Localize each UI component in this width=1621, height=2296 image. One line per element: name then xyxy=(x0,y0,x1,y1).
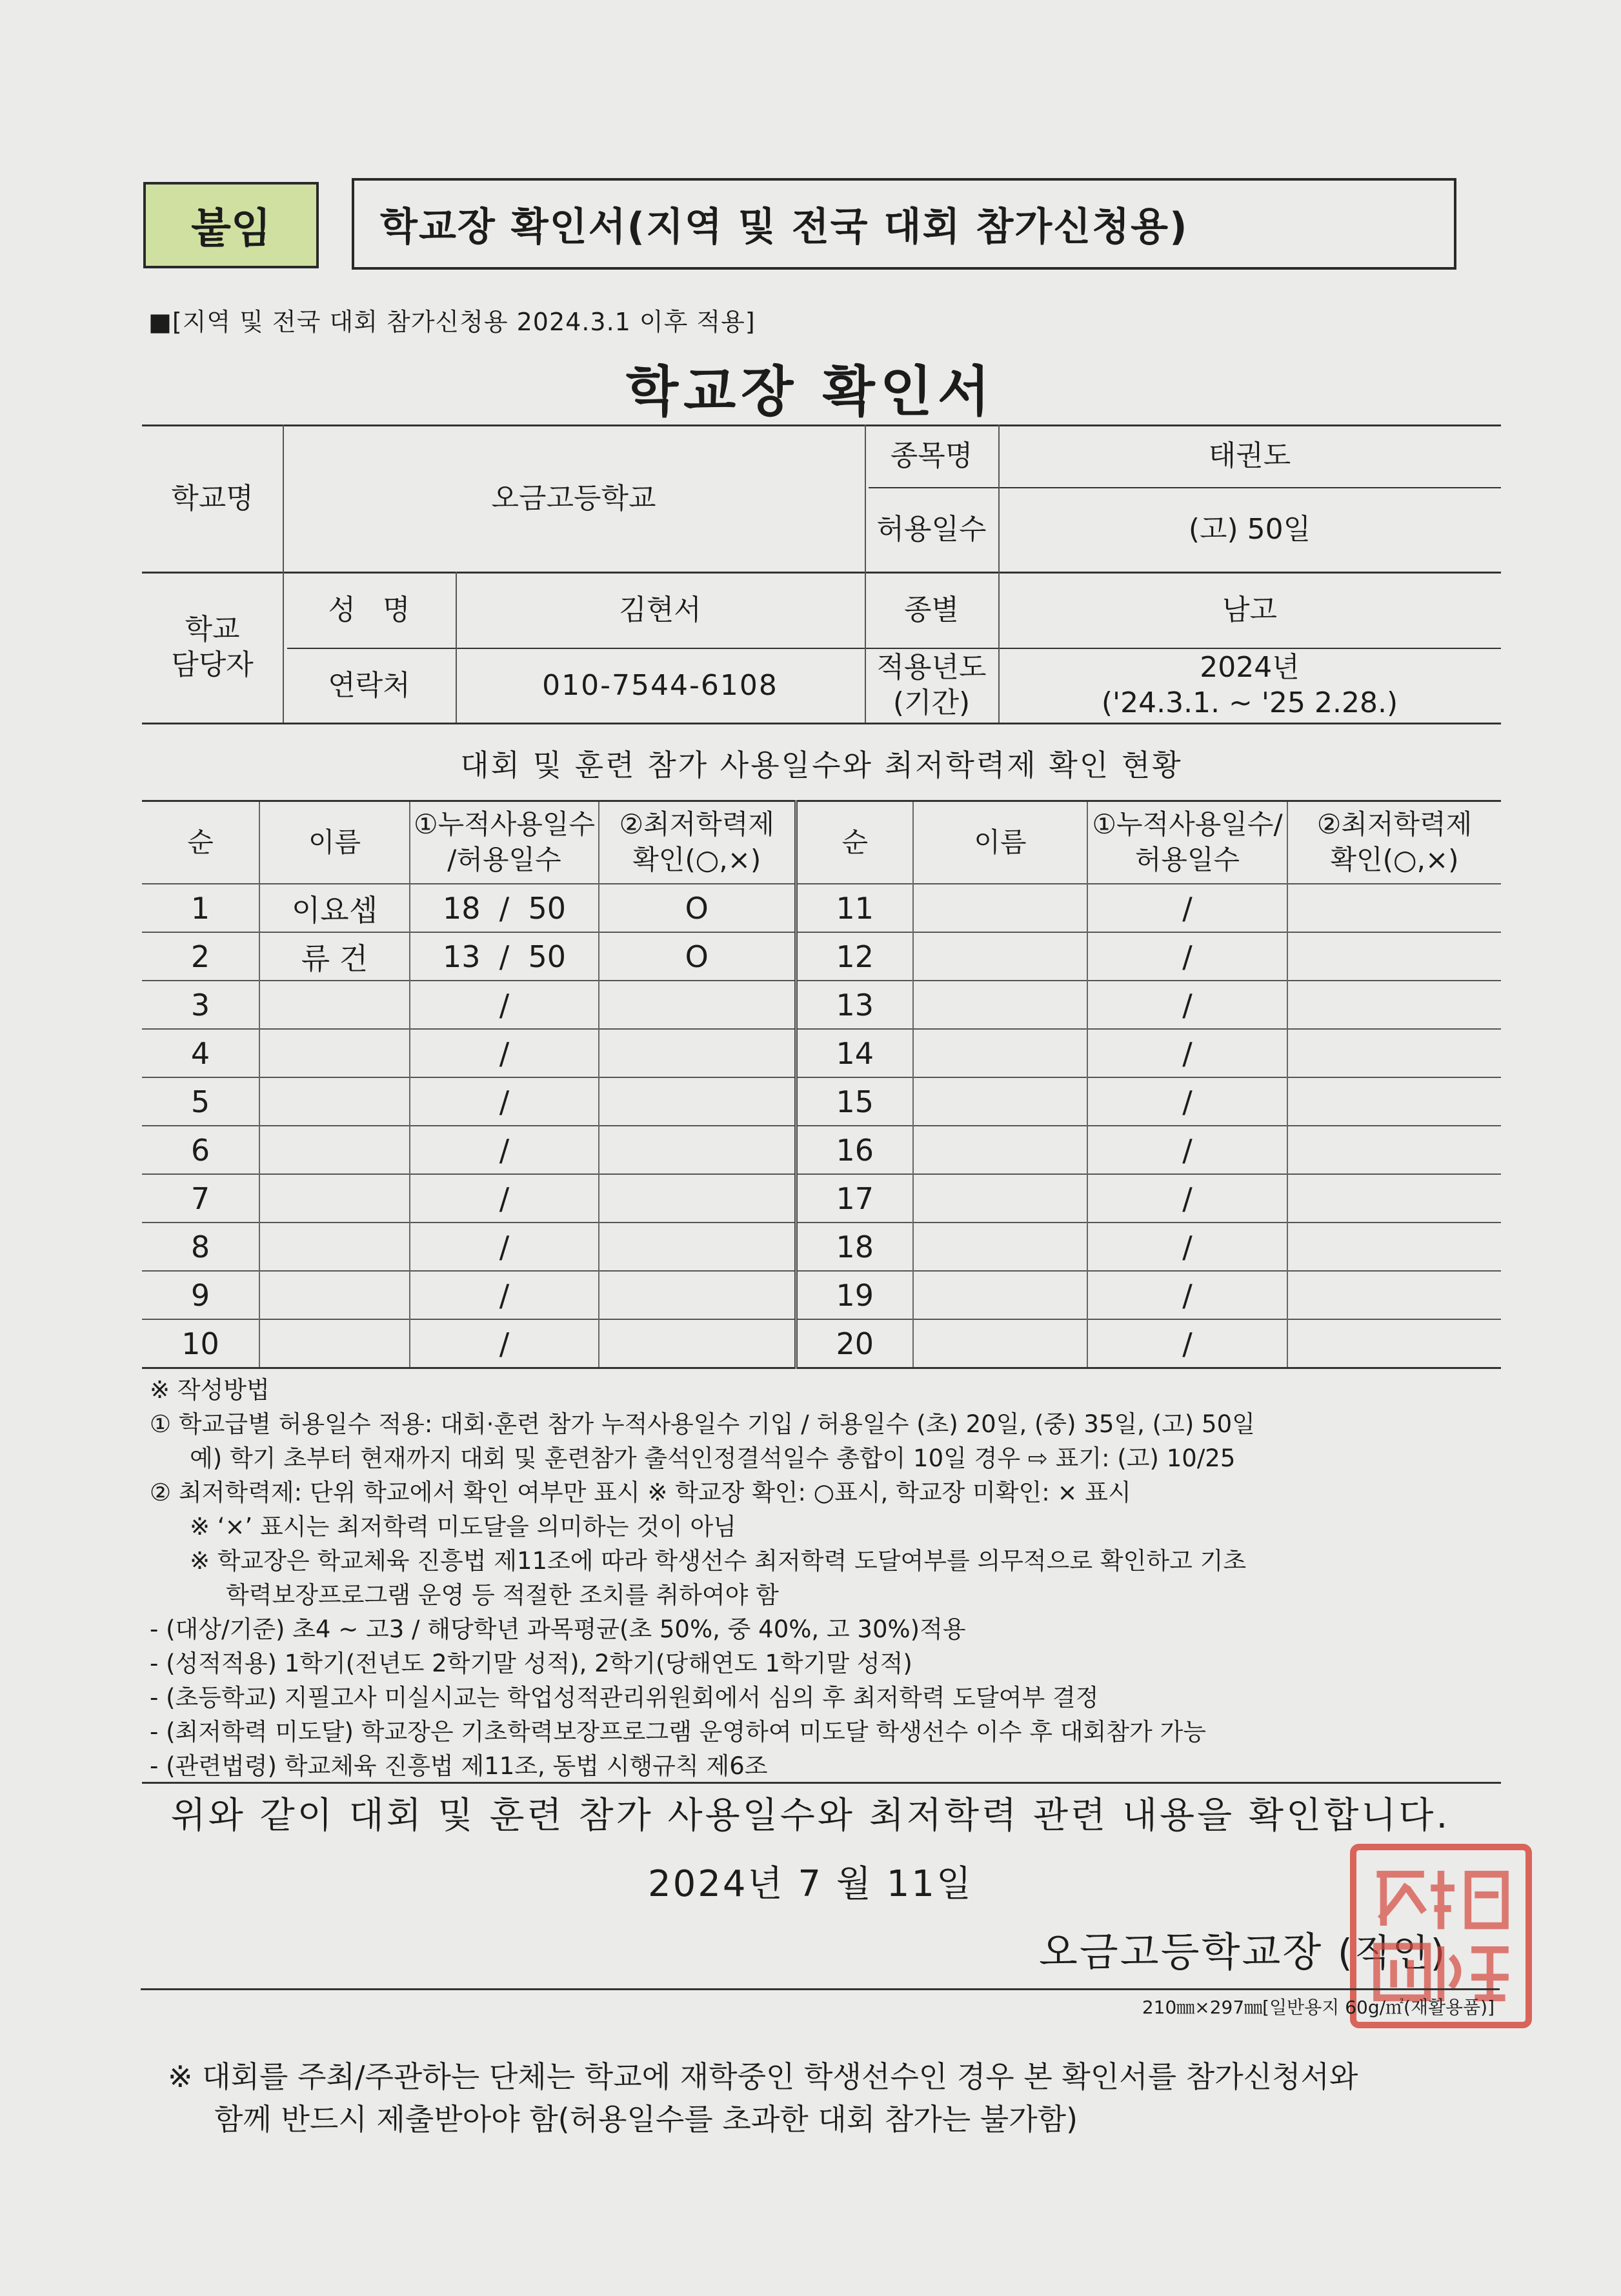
row-no: 20 xyxy=(796,1319,913,1368)
row-no: 8 xyxy=(142,1223,259,1271)
notes-line: 예) 학기 초부터 현재까지 대회 및 훈련참가 출석인정결석일수 총합이 10일 경우 ⇨ 표기: (고) 10/25 xyxy=(190,1444,1236,1472)
row-no: 6 xyxy=(142,1126,259,1174)
header-check-left: ②최저학력제 확인(○,×) xyxy=(599,801,796,884)
table-row xyxy=(142,1271,1501,1319)
header-no-left: 순 xyxy=(142,801,259,884)
row-days: / xyxy=(410,1126,599,1174)
row-name xyxy=(259,1126,410,1174)
footnote-line: 함께 반드시 제출받아야 함(허용일수를 초과한 대회 참가는 불가함) xyxy=(214,2102,1078,2137)
header-days-right: ①누적사용일수/ 허용일수 xyxy=(1087,801,1287,884)
row-check xyxy=(1287,1174,1501,1223)
row-days: / xyxy=(1087,1077,1287,1126)
header-check-right: ②최저학력제 확인(○,×) xyxy=(1287,801,1501,884)
row-days: / xyxy=(410,1029,599,1077)
notes-line: - (초등학교) 지필고사 미실시교는 학업성적관리위원회에서 심의 후 최저학력 도달여부 결정 xyxy=(150,1684,1099,1712)
year-label xyxy=(865,648,998,723)
table-row xyxy=(142,884,1501,932)
row-days: / xyxy=(1087,884,1287,932)
allowed-days-label: 허용일수 xyxy=(876,513,987,546)
row-days: / xyxy=(410,1223,599,1271)
usage-body xyxy=(142,884,1501,1368)
row-days: / xyxy=(1087,1126,1287,1174)
header-name-left: 이름 xyxy=(259,801,410,884)
row-days: / xyxy=(410,1271,599,1319)
row-name xyxy=(259,1319,410,1368)
row-check xyxy=(599,1029,796,1077)
gender-label: 종별 xyxy=(903,593,959,626)
row-no: 9 xyxy=(142,1271,259,1319)
contact-label-line2: 담당자 xyxy=(171,648,254,681)
row-name xyxy=(259,1271,410,1319)
row-no: 17 xyxy=(796,1174,913,1223)
signer-name: 오금고등학교장 xyxy=(1039,1928,1324,1975)
row-no: 15 xyxy=(796,1077,913,1126)
row-no: 1 xyxy=(142,884,259,932)
info-grid xyxy=(142,424,1501,728)
year-value-line1: 2024년 xyxy=(1200,651,1300,684)
table-row xyxy=(142,1319,1501,1368)
row-days: 18 / 50 xyxy=(410,884,599,932)
row-days: / xyxy=(1087,1174,1287,1223)
table-row xyxy=(142,981,1501,1029)
row-days: / xyxy=(1087,981,1287,1029)
row-name xyxy=(913,1126,1087,1174)
school-value: 오금고등학교 xyxy=(491,481,656,515)
row-no: 12 xyxy=(796,932,913,981)
event-value: 태권도 xyxy=(1208,439,1291,472)
row-days: / xyxy=(1087,1223,1287,1271)
row-check xyxy=(599,1174,796,1223)
row-no: 10 xyxy=(142,1319,259,1368)
row-name xyxy=(913,1271,1087,1319)
notes-line: ② 최저학력제: 단위 학교에서 확인 여부만 표시 ※ 학교장 확인: ○표시, 학교장 미확인: × 표시 xyxy=(150,1479,1131,1506)
footnote-line: ※ 대회를 주최/주관하는 단체는 학교에 재학중인 학생선수인 경우 본 확인서를 참가신청서와 xyxy=(168,2059,1358,2094)
row-check: O xyxy=(599,884,796,932)
row-no: 18 xyxy=(796,1223,913,1271)
row-name xyxy=(259,1029,410,1077)
usage-table xyxy=(142,800,1501,1369)
table-row xyxy=(142,1223,1501,1271)
row-days: / xyxy=(410,1077,599,1126)
main-title: 학교장 확인서 xyxy=(625,360,996,423)
notes-line: 학력보장프로그램 운영 등 적절한 조치를 취하여야 함 xyxy=(226,1581,779,1609)
document-title-box: 학교장 확인서(지역 및 전국 대회 참가신청용) xyxy=(352,178,1456,270)
row-check xyxy=(1287,1223,1501,1271)
notes-line: ※ ‘×’ 표시는 최저학력 미도달을 의미하는 것이 아님 xyxy=(190,1513,736,1541)
header-no-right: 순 xyxy=(796,801,913,884)
notes-line: ※ 학교장은 학교체육 진흥법 제11조에 따라 학생선수 최저학력 도달여부를 의무적으로 확인하고 기초 xyxy=(190,1547,1247,1575)
row-check xyxy=(1287,884,1501,932)
row-no: 11 xyxy=(796,884,913,932)
row-name xyxy=(913,981,1087,1029)
row-check: O xyxy=(599,932,796,981)
divider xyxy=(141,1988,1500,1990)
row-check xyxy=(1287,1319,1501,1368)
contact-person-label xyxy=(142,572,283,723)
paper-spec: 210㎜×297㎜[일반용지 60g/㎡(재활용품)] xyxy=(1142,1997,1495,2018)
confirmation-statement: 위와 같이 대회 및 훈련 참가 사용일수와 최저학력 관련 내용을 확인합니다. xyxy=(170,1795,1451,1837)
gender-value: 남고 xyxy=(1222,593,1277,626)
row-name xyxy=(259,1174,410,1223)
row-name xyxy=(913,1223,1087,1271)
header-days-left: ①누적사용일수 /허용일수 xyxy=(410,801,599,884)
row-check xyxy=(1287,1029,1501,1077)
row-check xyxy=(1287,1271,1501,1319)
row-no: 16 xyxy=(796,1126,913,1174)
row-name xyxy=(259,981,410,1029)
row-days: / xyxy=(1087,1029,1287,1077)
row-days: / xyxy=(1087,1271,1287,1319)
row-name xyxy=(913,884,1087,932)
table-row xyxy=(142,1174,1501,1223)
school-label: 학교명 xyxy=(171,481,254,515)
year-label-line2: (기간) xyxy=(892,686,971,719)
table-row xyxy=(142,1029,1501,1077)
issue-date: 2024년 7 월 11일 xyxy=(647,1863,974,1905)
row-no: 2 xyxy=(142,932,259,981)
allowed-days-value: (고) 50일 xyxy=(1188,513,1311,546)
attachment-tag: 붙임 xyxy=(143,182,319,268)
row-days: / xyxy=(410,981,599,1029)
row-check xyxy=(599,981,796,1029)
notes-line: ① 학교급별 허용일수 적용: 대회·훈련 참가 누적사용일수 기입 / 허용일수 (초) 20일, (중) 35일, (고) 50일 xyxy=(150,1410,1255,1438)
table-row xyxy=(142,932,1501,981)
usage-table-wrap xyxy=(142,800,1501,1369)
row-name xyxy=(913,1319,1087,1368)
name-label: 성 명 xyxy=(328,593,410,626)
row-days: / xyxy=(410,1174,599,1223)
usage-section-title: 대회 및 훈련 참가 사용일수와 최저학력제 확인 현황 xyxy=(460,748,1183,783)
row-no: 19 xyxy=(796,1271,913,1319)
row-name xyxy=(913,1174,1087,1223)
row-check xyxy=(1287,1126,1501,1174)
row-name xyxy=(259,1223,410,1271)
row-days: / xyxy=(410,1319,599,1368)
row-no: 4 xyxy=(142,1029,259,1077)
row-no: 3 xyxy=(142,981,259,1029)
row-check xyxy=(1287,1077,1501,1126)
notes-line: - (성적적용) 1학기(전년도 2학기말 성적), 2학기(당해연도 1학기말 성적) xyxy=(150,1650,912,1677)
row-name xyxy=(913,932,1087,981)
row-name xyxy=(913,1029,1087,1077)
row-name: 이요셉 xyxy=(259,884,410,932)
usage-header-row xyxy=(142,801,1501,884)
row-name xyxy=(913,1077,1087,1126)
writing-guide xyxy=(150,1373,1505,1783)
year-label-line1: 적용년도 xyxy=(876,651,987,684)
header-name-right: 이름 xyxy=(913,801,1087,884)
row-check xyxy=(599,1319,796,1368)
row-name xyxy=(259,1077,410,1126)
row-no: 14 xyxy=(796,1029,913,1077)
year-value xyxy=(998,648,1501,723)
table-row xyxy=(142,1077,1501,1126)
submission-footnote xyxy=(168,2055,1358,2141)
row-name: 류 건 xyxy=(259,932,410,981)
divider xyxy=(142,1782,1501,1784)
phone-label: 연락처 xyxy=(328,668,410,702)
contact-label-line1: 학교 xyxy=(185,613,240,646)
row-days: / xyxy=(1087,1319,1287,1368)
notes-heading: ※ 작성방법 xyxy=(150,1376,270,1404)
row-no: 5 xyxy=(142,1077,259,1126)
seal-label: (직인) xyxy=(1337,1931,1447,1975)
phone-value: 010-7544-6108 xyxy=(542,668,778,702)
row-check xyxy=(599,1223,796,1271)
row-check xyxy=(599,1271,796,1319)
notes-line: - (관련법령) 학교체육 진흥법 제11조, 동법 시행규칙 제6조 xyxy=(150,1752,768,1780)
table-row xyxy=(142,1126,1501,1174)
row-no: 13 xyxy=(796,981,913,1029)
notes-line: - (최저학력 미도달) 학교장은 기초학력보장프로그램 운영하여 미도달 학생선수 이수 후 대회참가 가능 xyxy=(150,1718,1207,1746)
name-value: 김현서 xyxy=(619,593,701,626)
row-check xyxy=(1287,981,1501,1029)
row-check xyxy=(599,1126,796,1174)
period-value: ('24.3.1. ~ '25 2.28.) xyxy=(1101,686,1398,719)
applicability-note: ■[지역 및 전국 대회 참가신청용 2024.3.1 이후 적용] xyxy=(148,308,756,336)
row-check xyxy=(599,1077,796,1126)
row-days: / xyxy=(1087,932,1287,981)
event-label: 종목명 xyxy=(890,439,973,472)
notes-line: - (대상/기준) 초4 ~ 고3 / 해당학년 과목평균(초 50%, 중 40%, 고 30%)적용 xyxy=(150,1615,966,1643)
row-days: 13 / 50 xyxy=(410,932,599,981)
row-check xyxy=(1287,932,1501,981)
row-no: 7 xyxy=(142,1174,259,1223)
